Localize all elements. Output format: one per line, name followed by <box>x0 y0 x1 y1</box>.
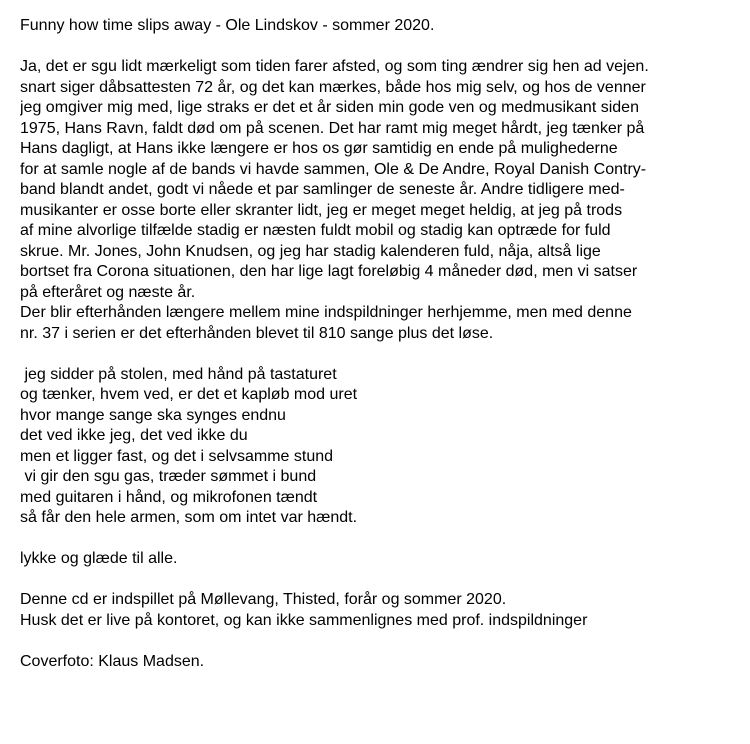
intro-paragraph <box>20 57 735 344</box>
paragraph-line: nr. 37 i serien er det efterhånden blevet til 810 sange plus det løse. <box>20 324 494 342</box>
blank-line <box>20 631 735 652</box>
paragraph-line: Hans dagligt, at Hans ikke længere er hos os gør samtidig en ende på mulighederne <box>20 140 618 157</box>
poem-line: men et ligger fast, og det i selvsamme stund <box>20 447 334 465</box>
poem-line: så får den hele armen, som om intet var hændt. <box>20 509 358 526</box>
recording-info <box>20 590 735 631</box>
paragraph-line: snart siger dåbsattesten 72 år, og det kan mærkes, både hos mig selv, og hos de venner <box>20 78 646 96</box>
paragraph-line: Der blir efterhånden længere mellem mine indspildninger herhjemme, men med denne <box>20 304 632 321</box>
poem-line: vi gir den sgu gas, træder sømmet i bund <box>20 468 317 485</box>
paragraph-line: Ja, det er sgu lidt mærkeligt som tiden farer afsted, og som ting ændrer sig hen ad vejen. <box>20 58 649 75</box>
blank-line <box>20 529 735 550</box>
paragraph-line: band blandt andet, godt vi nåede et par samlinger de seneste år. Andre tidligere med- <box>20 181 625 198</box>
blank-line <box>20 570 735 591</box>
paragraph-line: 1975, Hans Ravn, faldt død om på scenen. Det har ramt mig meget hårdt, jeg tænker på <box>20 119 645 137</box>
blank-line <box>20 37 735 58</box>
poem-verse <box>20 365 735 529</box>
document-title: Funny how time slips away - Ole Lindskov - sommer 2020. <box>20 17 435 34</box>
paragraph-line: af mine alvorlige tilfælde stadig er næsten fuldt mobil og stadig kan optræde for fuld <box>20 222 611 239</box>
paragraph-line: for at samle nogle af de bands vi havde sammen, Ole & De Andre, Royal Danish Contry- <box>20 160 647 178</box>
poem-line: det ved ikke jeg, det ved ikke du <box>20 427 248 444</box>
poem-line: hvor mange sange ska synges endnu <box>20 406 286 424</box>
greeting-line: lykke og glæde til alle. <box>20 550 178 567</box>
paragraph-line: jeg omgiver mig med, lige straks er det et år siden min gode ven og medmusikant siden <box>20 99 639 116</box>
blank-line <box>20 344 735 365</box>
liner-notes-document <box>20 16 735 672</box>
paragraph-line: skrue. Mr. Jones, John Knudsen, og jeg har stadig kalenderen fuld, nåja, altså lige <box>20 242 601 260</box>
recording-info-line: Denne cd er indspillet på Møllevang, Thisted, forår og sommer 2020. <box>20 591 507 608</box>
cover-photo-credit: Coverfoto: Klaus Madsen. <box>20 652 205 670</box>
recording-info-line: Husk det er live på kontoret, og kan ikke sammenlignes med prof. indspildninger <box>20 611 588 629</box>
poem-line: jeg sidder på stolen, med hånd på tastaturet <box>20 365 337 383</box>
paragraph-line: bortset fra Corona situationen, den har lige lagt foreløbig 4 måneder død, men vi satser <box>20 263 638 280</box>
paragraph-line: på efteråret og næste år. <box>20 283 196 301</box>
poem-line: og tænker, hvem ved, er det et kapløb mod uret <box>20 386 358 403</box>
paragraph-line: musikanter er osse borte eller skranter lidt, jeg er meget meget heldig, at jeg på trods <box>20 201 623 219</box>
poem-line: med guitaren i hånd, og mikrofonen tændt <box>20 488 318 506</box>
